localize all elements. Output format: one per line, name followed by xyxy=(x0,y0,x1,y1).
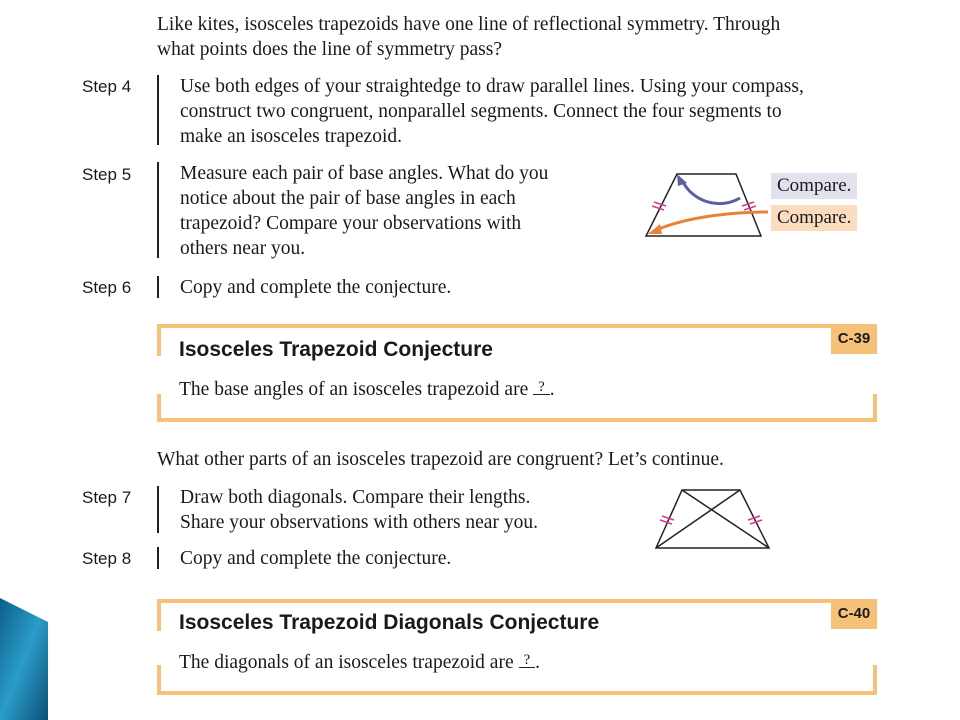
conjecture-box-bottom-border-2 xyxy=(157,691,877,695)
conjecture-statement xyxy=(179,377,555,402)
step-4-line-2: construct two congruent, nonparallel segments. Connect the four segments to xyxy=(180,101,782,122)
conjecture-tag-2: C-40 xyxy=(831,599,877,629)
conjecture-period: . xyxy=(549,379,555,400)
conjecture-box-left-border-top-2 xyxy=(157,599,161,631)
step-8-bar xyxy=(157,547,159,569)
conjecture-text-2: The diagonals of an isosceles trapezoid are xyxy=(179,652,514,673)
step-6-line-1: Copy and complete the conjecture. xyxy=(180,277,452,298)
conjecture-box-left-border-bottom-2 xyxy=(157,665,161,691)
conjecture-title: Isosceles Trapezoid Conjecture xyxy=(179,338,493,361)
conjecture-title-2: Isosceles Trapezoid Diagonals Conjecture xyxy=(179,611,600,634)
corner-decoration xyxy=(0,598,50,720)
conjecture-statement-2 xyxy=(179,650,540,675)
top-angle-arrow xyxy=(682,180,740,204)
step-5-line-3: trapezoid? Compare your observations with xyxy=(180,213,522,234)
step-5-line-1: Measure each pair of base angles. What do you xyxy=(180,163,549,184)
step-8-line-1: Copy and complete the conjecture. xyxy=(180,548,452,569)
step-7-line-1: Draw both diagonals. Compare their lengths. xyxy=(180,487,531,508)
intro-line-1: Like kites, isosceles trapezoids have one line of reflectional symmetry. Through xyxy=(157,14,781,35)
conjecture-box-top-border-2 xyxy=(157,599,837,603)
step-7-bar xyxy=(157,486,159,533)
diagonal-1 xyxy=(682,490,769,548)
step-7-line-2: Share your observations with others near you. xyxy=(180,512,538,533)
conjecture-box-bottom-border xyxy=(157,418,877,422)
conjecture-blank: ? xyxy=(533,380,550,395)
step-6-label: Step 6 xyxy=(82,278,132,297)
conjecture-period-2: . xyxy=(535,652,541,673)
left-leg-hash-icon-2 xyxy=(660,516,674,524)
conjecture-box-left-border-top xyxy=(157,324,161,356)
step-4-label: Step 4 xyxy=(82,77,132,96)
base-angles-trapezoid-figure xyxy=(640,168,770,242)
transition-question: What other parts of an isosceles trapezoid are congruent? Let’s continue. xyxy=(157,449,724,470)
diagonals-trapezoid-figure xyxy=(650,484,776,556)
conjecture-blank-2: ? xyxy=(519,653,536,668)
step-5-label: Step 5 xyxy=(82,165,132,184)
step-5-line-4: others near you. xyxy=(180,238,306,259)
step-4-bar xyxy=(157,75,159,145)
intro-line-2: what points does the line of symmetry pass? xyxy=(157,39,502,60)
conjecture-box-c39 xyxy=(157,324,877,422)
left-leg-hash-icon xyxy=(652,202,666,210)
step-6-bar xyxy=(157,276,159,298)
compare-label-top: Compare. xyxy=(771,173,857,199)
conjecture-box-c40 xyxy=(157,599,877,697)
step-4-line-1: Use both edges of your straightedge to draw parallel lines. Using your compass, xyxy=(180,76,804,97)
step-5-bar xyxy=(157,162,159,258)
compare-label-bottom: Compare. xyxy=(771,205,857,231)
conjecture-box-right-border xyxy=(873,394,877,418)
conjecture-box-left-border-bottom xyxy=(157,394,161,418)
step-8-label: Step 8 xyxy=(82,549,132,568)
step-4-line-3: make an isosceles trapezoid. xyxy=(180,126,402,147)
conjecture-box-top-border xyxy=(157,324,837,328)
step-5-line-2: notice about the pair of base angles in each xyxy=(180,188,516,209)
step-7-label: Step 7 xyxy=(82,488,132,507)
conjecture-box-right-border-2 xyxy=(873,665,877,691)
bottom-angle-arrow xyxy=(656,212,768,230)
conjecture-tag: C-39 xyxy=(831,324,877,354)
conjecture-text: The base angles of an isosceles trapezoid are xyxy=(179,379,529,400)
